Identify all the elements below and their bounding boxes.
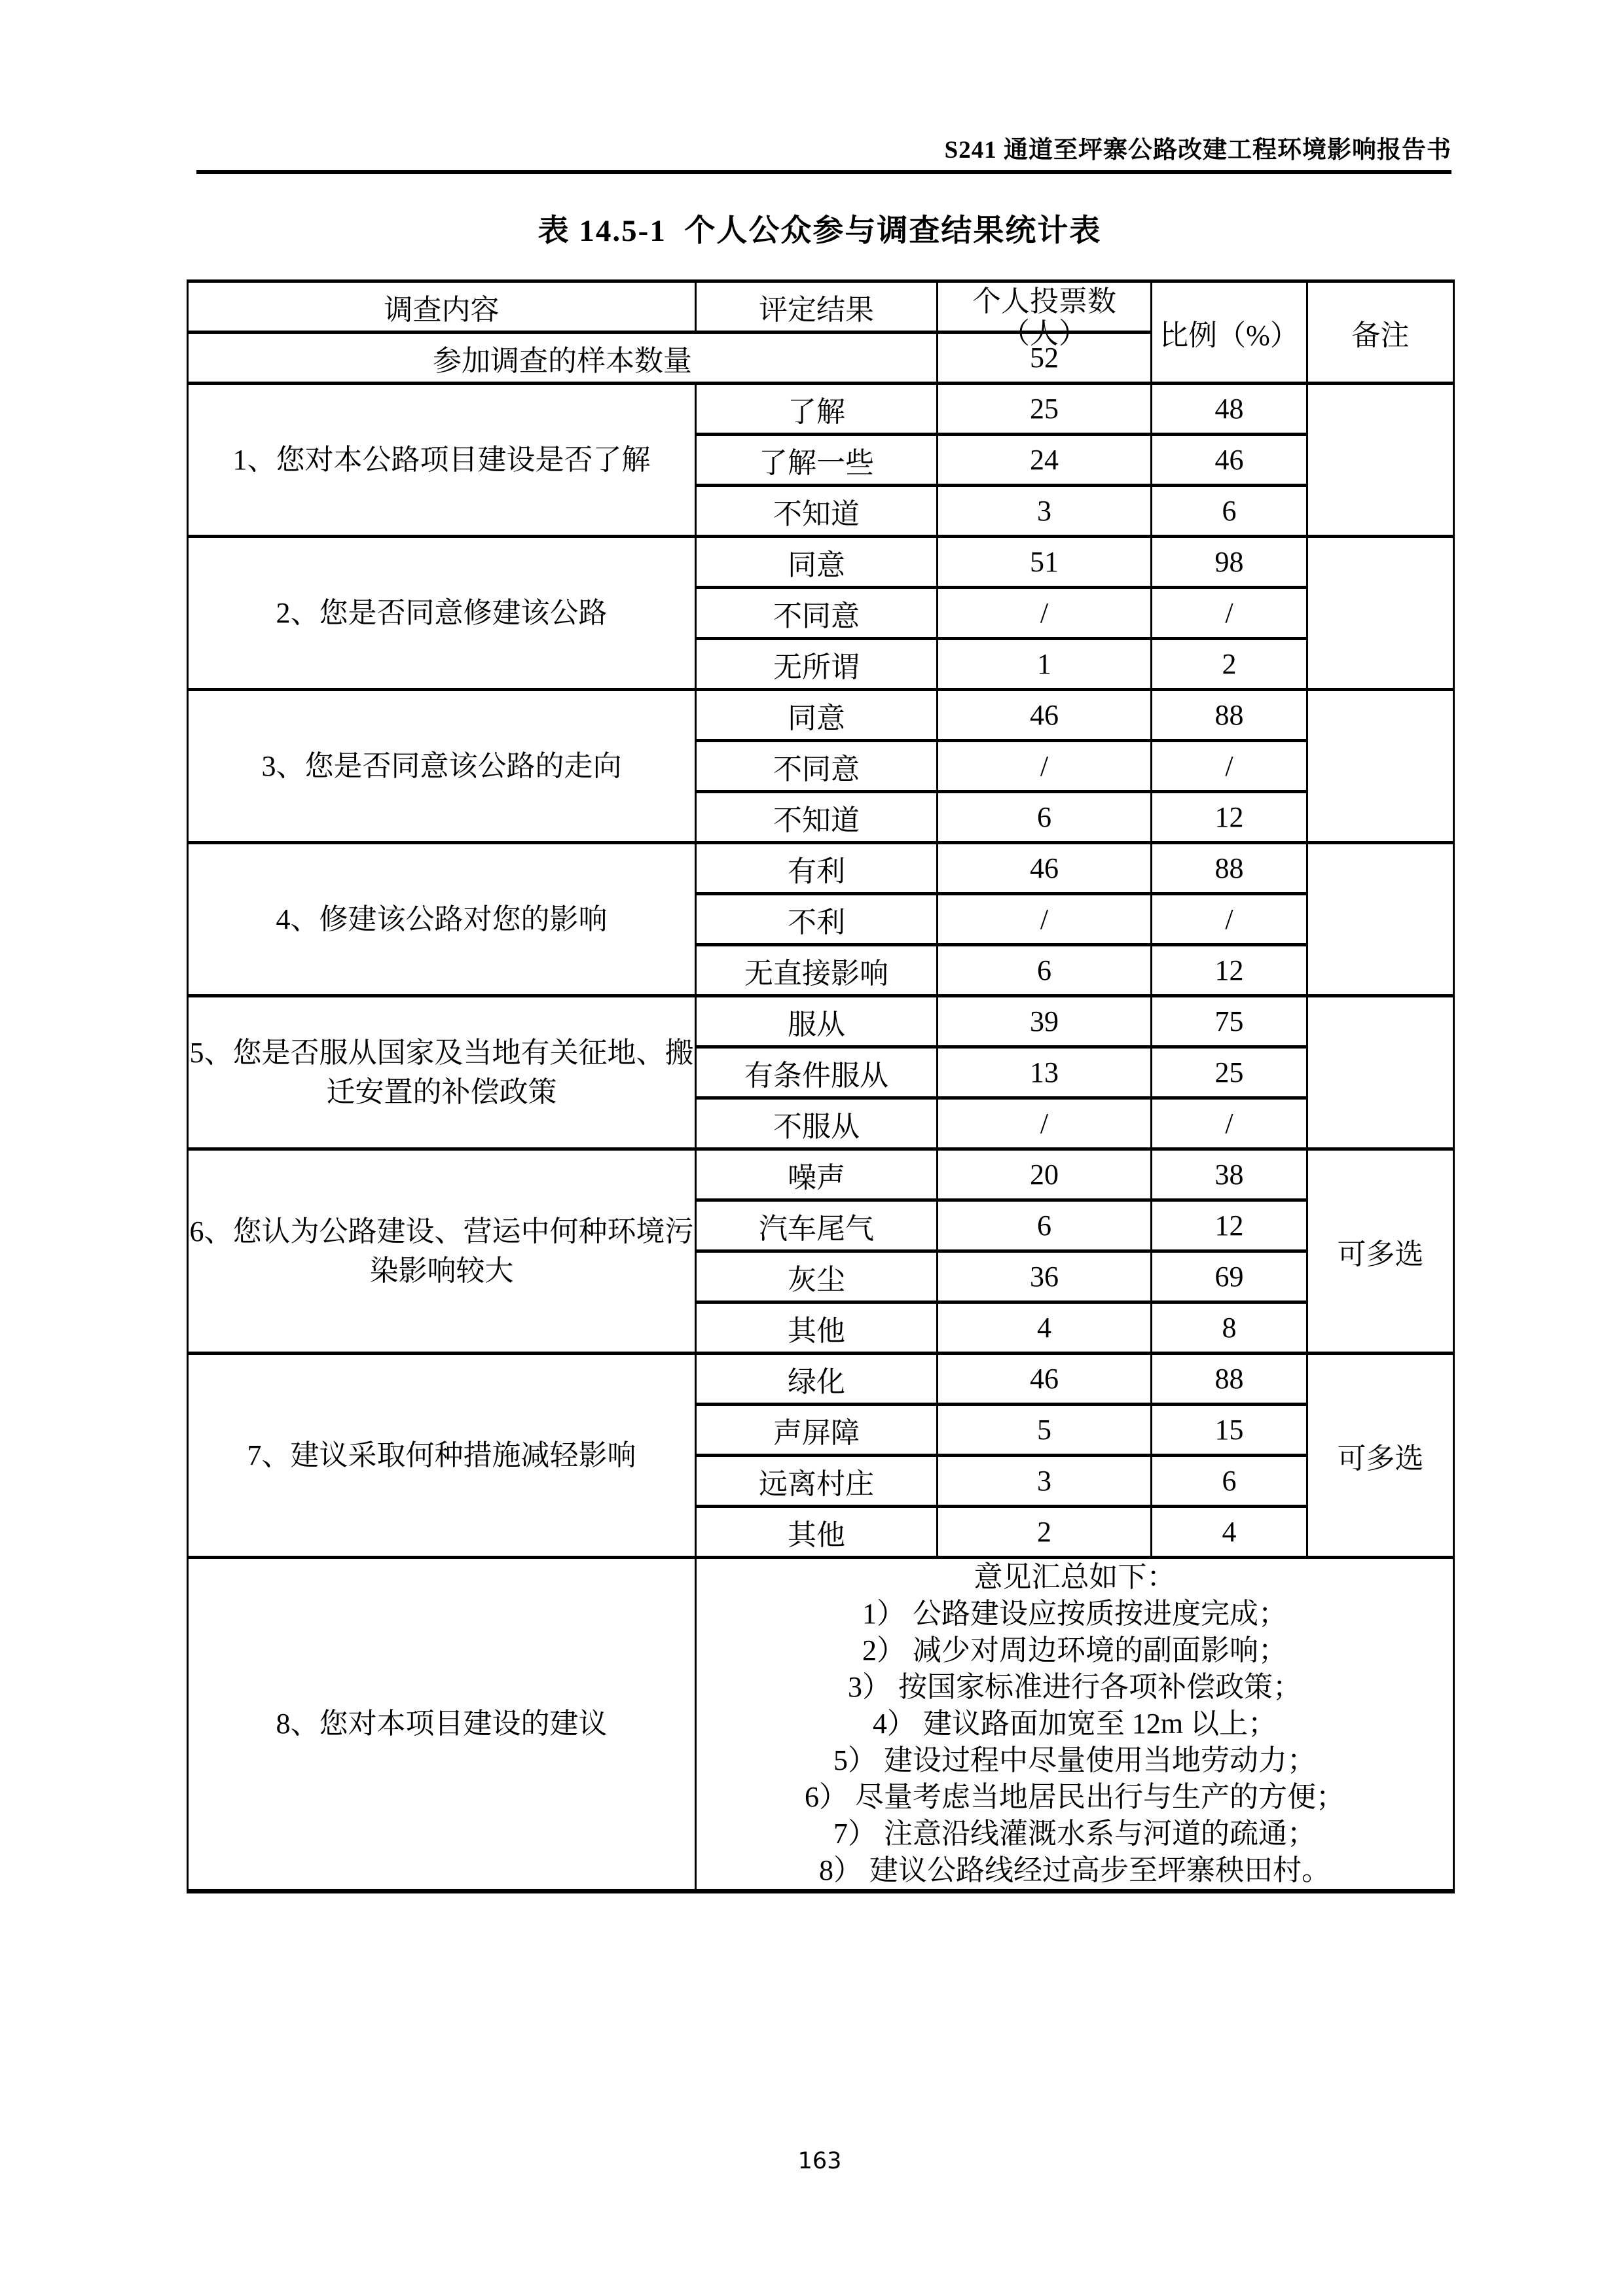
votes-value: 3 bbox=[938, 486, 1152, 537]
ratio-value: 88 bbox=[1152, 1354, 1307, 1405]
ratio-value: 2 bbox=[1152, 639, 1307, 690]
votes-value: 36 bbox=[938, 1251, 1152, 1302]
option-label: 有条件服从 bbox=[696, 1047, 938, 1098]
option-label: 同意 bbox=[696, 537, 938, 588]
suggestion-line: 3） 按国家标准进行各项补偿政策； bbox=[848, 1671, 1302, 1703]
ratio-value: 88 bbox=[1152, 843, 1307, 894]
column-header-votes bbox=[938, 281, 1152, 350]
ratio-value: / bbox=[1152, 741, 1307, 792]
option-label: 无直接影响 bbox=[696, 945, 938, 996]
suggestion-line: 意见汇总如下： bbox=[974, 1561, 1176, 1593]
suggestion-cell bbox=[696, 1558, 1454, 1892]
option-label: 同意 bbox=[696, 690, 938, 741]
option-label: 噪声 bbox=[696, 1149, 938, 1200]
option-label: 远离村庄 bbox=[696, 1456, 938, 1507]
votes-value: 46 bbox=[938, 690, 1152, 741]
question-label: 8、您对本项目建设的建议 bbox=[188, 1558, 696, 1892]
votes-value: / bbox=[938, 741, 1152, 792]
votes-value: 20 bbox=[938, 1149, 1152, 1200]
header-rule bbox=[196, 170, 1451, 174]
votes-value: 3 bbox=[938, 1456, 1152, 1507]
option-label: 了解 bbox=[696, 384, 938, 435]
option-label: 声屏障 bbox=[696, 1405, 938, 1456]
votes-header-line: 个人投票数 bbox=[972, 285, 1116, 317]
ratio-value: 12 bbox=[1152, 1200, 1307, 1251]
ratio-value: 6 bbox=[1152, 1456, 1307, 1507]
votes-value: 46 bbox=[938, 1354, 1152, 1405]
table-title: 表 14.5-1 个人公众参与调查结果统计表 bbox=[538, 214, 1102, 248]
votes-value: 46 bbox=[938, 843, 1152, 894]
question-label: 3、您是否同意该公路的走向 bbox=[188, 690, 696, 843]
option-label: 不知道 bbox=[696, 486, 938, 537]
survey-table-container bbox=[187, 279, 1453, 1893]
option-label: 不同意 bbox=[696, 741, 938, 792]
ratio-value: 46 bbox=[1152, 435, 1307, 486]
suggestion-line: 1） 公路建设应按质按进度完成； bbox=[862, 1598, 1287, 1630]
votes-value: / bbox=[938, 588, 1152, 639]
option-label: 不服从 bbox=[696, 1098, 938, 1149]
report-header-text: S241 通道至坪寨公路改建工程环境影响报告书 bbox=[944, 137, 1451, 164]
votes-value: 6 bbox=[938, 792, 1152, 843]
ratio-value: 8 bbox=[1152, 1302, 1307, 1354]
option-label: 绿化 bbox=[696, 1354, 938, 1405]
option-label: 汽车尾气 bbox=[696, 1200, 938, 1251]
ratio-value: 69 bbox=[1152, 1251, 1307, 1302]
remark-value bbox=[1307, 537, 1454, 690]
column-header-ratio: 比例（%） bbox=[1152, 281, 1307, 384]
question-label: 2、您是否同意修建该公路 bbox=[188, 537, 696, 690]
option-label: 不知道 bbox=[696, 792, 938, 843]
votes-value: / bbox=[938, 1098, 1152, 1149]
ratio-value: 98 bbox=[1152, 537, 1307, 588]
ratio-value: 75 bbox=[1152, 996, 1307, 1047]
suggestion-line: 5） 建设过程中尽量使用当地劳动力； bbox=[833, 1744, 1316, 1776]
option-label: 其他 bbox=[696, 1302, 938, 1354]
sample-size-value: 52 bbox=[938, 332, 1152, 384]
suggestion-line: 2） 减少对周边环境的副面影响； bbox=[862, 1634, 1287, 1666]
votes-value: 13 bbox=[938, 1047, 1152, 1098]
ratio-value: 25 bbox=[1152, 1047, 1307, 1098]
option-label: 不同意 bbox=[696, 588, 938, 639]
ratio-value: 38 bbox=[1152, 1149, 1307, 1200]
votes-value: 25 bbox=[938, 384, 1152, 435]
votes-value: / bbox=[938, 894, 1152, 945]
option-label: 不利 bbox=[696, 894, 938, 945]
question-label: 4、修建该公路对您的影响 bbox=[188, 843, 696, 996]
votes-value: 51 bbox=[938, 537, 1152, 588]
ratio-value: 6 bbox=[1152, 486, 1307, 537]
ratio-value: 88 bbox=[1152, 690, 1307, 741]
remark-value bbox=[1307, 996, 1454, 1149]
ratio-value: 12 bbox=[1152, 792, 1307, 843]
votes-header-line: （人） bbox=[1001, 317, 1087, 350]
column-header-survey-content: 调查内容 bbox=[188, 281, 696, 332]
votes-header-lines bbox=[938, 285, 1150, 350]
suggestion-line: 4） 建议路面加宽至 12m 以上； bbox=[872, 1708, 1277, 1740]
remark-value: 可多选 bbox=[1307, 1149, 1454, 1354]
votes-value: 6 bbox=[938, 1200, 1152, 1251]
suggestion-line: 7） 注意沿线灌溉水系与河道的疏通； bbox=[833, 1818, 1316, 1850]
ratio-value: 48 bbox=[1152, 384, 1307, 435]
question-label: 6、您认为公路建设、营运中何种环境污染影响较大 bbox=[188, 1149, 696, 1354]
remark-value bbox=[1307, 843, 1454, 996]
page-number: 163 bbox=[797, 2148, 842, 2174]
suggestion-line: 6） 尽量考虑当地居民出行与生产的方便； bbox=[805, 1781, 1345, 1813]
votes-value: 2 bbox=[938, 1507, 1152, 1558]
votes-value: 1 bbox=[938, 639, 1152, 690]
sample-size-label: 参加调查的样本数量 bbox=[188, 332, 938, 384]
votes-value: 5 bbox=[938, 1405, 1152, 1456]
option-label: 无所谓 bbox=[696, 639, 938, 690]
option-label: 灰尘 bbox=[696, 1251, 938, 1302]
ratio-value: / bbox=[1152, 588, 1307, 639]
remark-value: 可多选 bbox=[1307, 1354, 1454, 1558]
ratio-value: 15 bbox=[1152, 1405, 1307, 1456]
question-label: 1、您对本公路项目建设是否了解 bbox=[188, 384, 696, 537]
survey-table bbox=[187, 279, 1455, 1893]
remark-value bbox=[1307, 384, 1454, 537]
option-label: 服从 bbox=[696, 996, 938, 1047]
suggestion-line: 8） 建议公路线经过高步至坪寨秧田村。 bbox=[819, 1854, 1330, 1886]
votes-value: 39 bbox=[938, 996, 1152, 1047]
votes-value: 24 bbox=[938, 435, 1152, 486]
ratio-value: 12 bbox=[1152, 945, 1307, 996]
column-header-remark: 备注 bbox=[1307, 281, 1454, 384]
ratio-value: 4 bbox=[1152, 1507, 1307, 1558]
question-label: 7、建议采取何种措施减轻影响 bbox=[188, 1354, 696, 1558]
votes-value: 4 bbox=[938, 1302, 1152, 1354]
column-header-result: 评定结果 bbox=[696, 281, 938, 332]
option-label: 有利 bbox=[696, 843, 938, 894]
ratio-value: / bbox=[1152, 1098, 1307, 1149]
question-label: 5、您是否服从国家及当地有关征地、搬迁安置的补偿政策 bbox=[188, 996, 696, 1149]
remark-value bbox=[1307, 690, 1454, 843]
option-label: 其他 bbox=[696, 1507, 938, 1558]
option-label: 了解一些 bbox=[696, 435, 938, 486]
ratio-value: / bbox=[1152, 894, 1307, 945]
votes-value: 6 bbox=[938, 945, 1152, 996]
